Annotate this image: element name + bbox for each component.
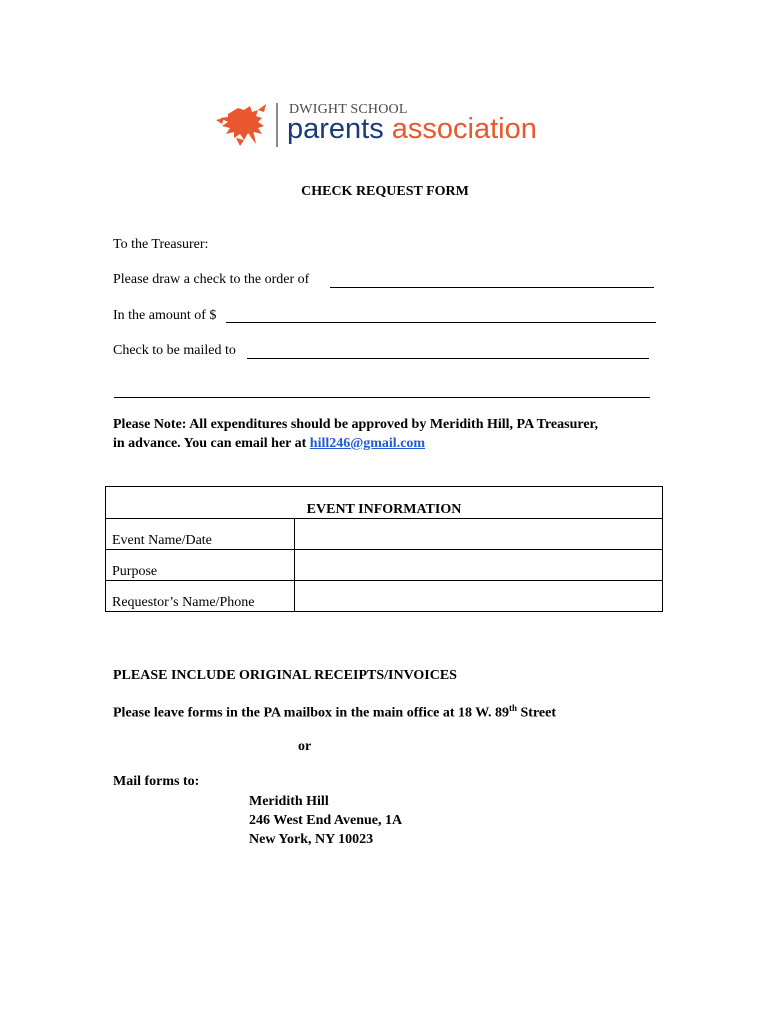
event-header: EVENT INFORMATION xyxy=(106,487,663,519)
mailed-to-field[interactable] xyxy=(247,345,649,359)
address-street: 246 West End Avenue, 1A xyxy=(249,813,403,828)
event-name-date-label: Event Name/Date xyxy=(106,519,295,550)
leave-forms-instruction xyxy=(113,703,556,722)
form-title: CHECK REQUEST FORM xyxy=(301,184,469,199)
amount-label: In the amount of $ xyxy=(113,308,217,323)
ordinal-suffix: th xyxy=(508,703,517,713)
mail-forms-label: Mail forms to: xyxy=(113,774,200,789)
requestor-label: Requestor’s Name/Phone xyxy=(106,581,295,612)
logo-word-association: association xyxy=(391,113,537,145)
address-city: New York, NY 10023 xyxy=(249,832,374,847)
logo-school-name: DWIGHT SCHOOL xyxy=(289,102,408,117)
table-row xyxy=(106,519,663,550)
receipts-instruction: PLEASE INCLUDE ORIGINAL RECEIPTS/INVOICES xyxy=(113,668,457,683)
mailing-address xyxy=(249,792,402,849)
lion-emblem-icon xyxy=(214,100,274,150)
table-row xyxy=(106,581,663,612)
mailed-to-label: Check to be mailed to xyxy=(113,343,236,358)
purpose-field[interactable] xyxy=(295,550,663,581)
event-name-date-field[interactable] xyxy=(295,519,663,550)
approval-note xyxy=(113,415,673,453)
order-of-label: Please draw a check to the order of xyxy=(113,272,310,287)
amount-field[interactable] xyxy=(226,309,656,323)
note-line-2 xyxy=(113,434,673,453)
or-separator: or xyxy=(298,739,312,754)
table-row xyxy=(106,550,663,581)
leave-forms-street: Street xyxy=(517,705,556,721)
event-header-row xyxy=(106,487,663,519)
mailed-to-field-line2[interactable] xyxy=(114,384,650,398)
logo-word-parents: parents xyxy=(287,113,384,145)
note-line-1: Please Note: All expenditures should be approved by Meridith Hill, PA Treasurer, xyxy=(113,417,598,432)
logo-wordmark xyxy=(287,112,537,146)
logo-divider xyxy=(276,103,278,147)
requestor-field[interactable] xyxy=(295,581,663,612)
logo xyxy=(214,100,559,152)
event-information-table xyxy=(105,486,663,612)
note-line-2-text: in advance. You can email her at xyxy=(113,436,307,451)
order-of-field[interactable] xyxy=(330,274,654,288)
purpose-label: Purpose xyxy=(106,550,295,581)
treasurer-email-link[interactable]: hill246@gmail.com xyxy=(309,436,426,451)
address-name: Meridith Hill xyxy=(249,794,329,809)
leave-forms-text: Please leave forms in the PA mailbox in the main office at 18 W. 89 xyxy=(113,705,509,721)
greeting: To the Treasurer: xyxy=(113,237,209,252)
